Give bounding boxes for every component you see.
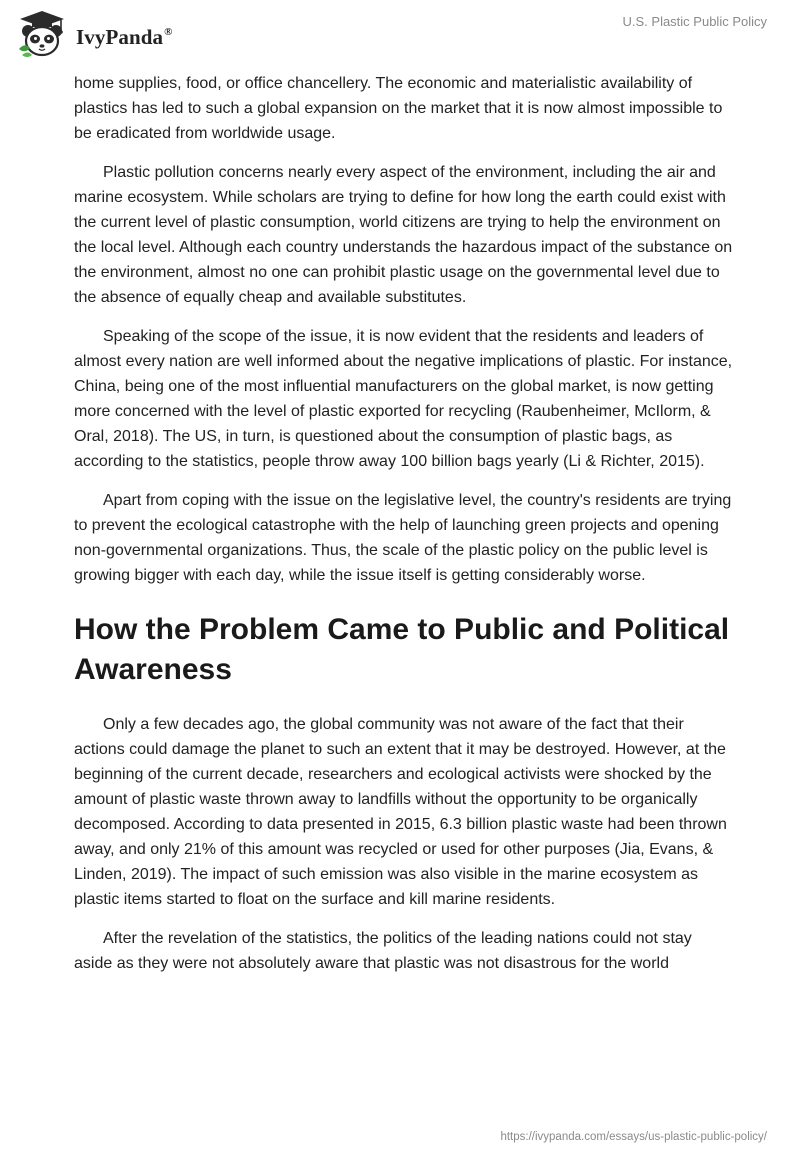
paragraph: Only a few decades ago, the global community was not aware of the fact that their actions could damage the planet to such an extent that it may be destroyed. However, at the beginning of the current decade, researchers and ecological activists were shocked by the amount of plastic waste thrown away to landfills without the opportunity to be organically decomposed. According to data presented in 2015, 6.3 billion plastic waste had been thrown away, and only 21% of this amount was recycled or used for other purposes (Jia, Evans, & Linden, 2019). The impact of such emission was also visible in the marine ecosystem as plastic items started to float on the surface and kill marine residents.	[74, 716, 727, 908]
paragraph: home supplies, food, or office chancellery. The economic and materialistic availability of plastics has led to such a global expansion on the market that it is now almost impossible to be eradicated from worldwide usage.	[74, 75, 723, 142]
registered-mark: ®	[164, 25, 173, 38]
brand-name: IvyPanda	[76, 24, 164, 49]
logo-wordmark	[76, 25, 173, 50]
paragraph: After the revelation of the statistics, the politics of the leading nations could not stay aside as they were not absolutely aware that plastic was not disastrous for the world	[74, 930, 692, 972]
section-heading: How the Problem Came to Public and Political Awareness	[74, 613, 730, 686]
paragraph: Apart from coping with the issue on the legislative level, the country's residents are trying to prevent the ecological catastrophe with the help of launching green projects and opening non-governmental organizations. Thus, the scale of the plastic policy on the public level is growing bigger with each day, while the issue itself is getting considerably worse.	[74, 492, 732, 584]
panda-graduate-icon	[16, 9, 68, 59]
paragraph: Plastic pollution concerns nearly every aspect of the environment, including the air and marine ecosystem. While scholars are trying to define for how long the earth could exist with the current level of plastic consumption, world citizens are trying to help the environment on the local level. Although each country understands the hazardous impact of the substance on the environment, almost no one can prohibit plastic usage on the governmental level due to the absence of equally cheap and available substitutes.	[74, 164, 733, 306]
document-title: U.S. Plastic Public Policy	[622, 14, 767, 29]
page-header	[0, 0, 800, 70]
source-url[interactable]: https://ivypanda.com/essays/us-plastic-public-policy/	[500, 1131, 767, 1143]
ivypanda-logo[interactable]	[16, 9, 173, 59]
essay-body	[74, 71, 734, 990]
paragraph: Speaking of the scope of the issue, it is now evident that the residents and leaders of almost every nation are well informed about the negative implications of plastic. For instance, China, being one of the most influential manufacturers on the global market, is now getting more concerned with the level of plastic exported for recycling (Raubenheimer, McIlorm, & Oral, 2018). The US, in turn, is questioned about the consumption of plastic bags, as according to the statistics, people throw away 100 billion bags yearly (Li & Richter, 2015).	[74, 328, 733, 470]
